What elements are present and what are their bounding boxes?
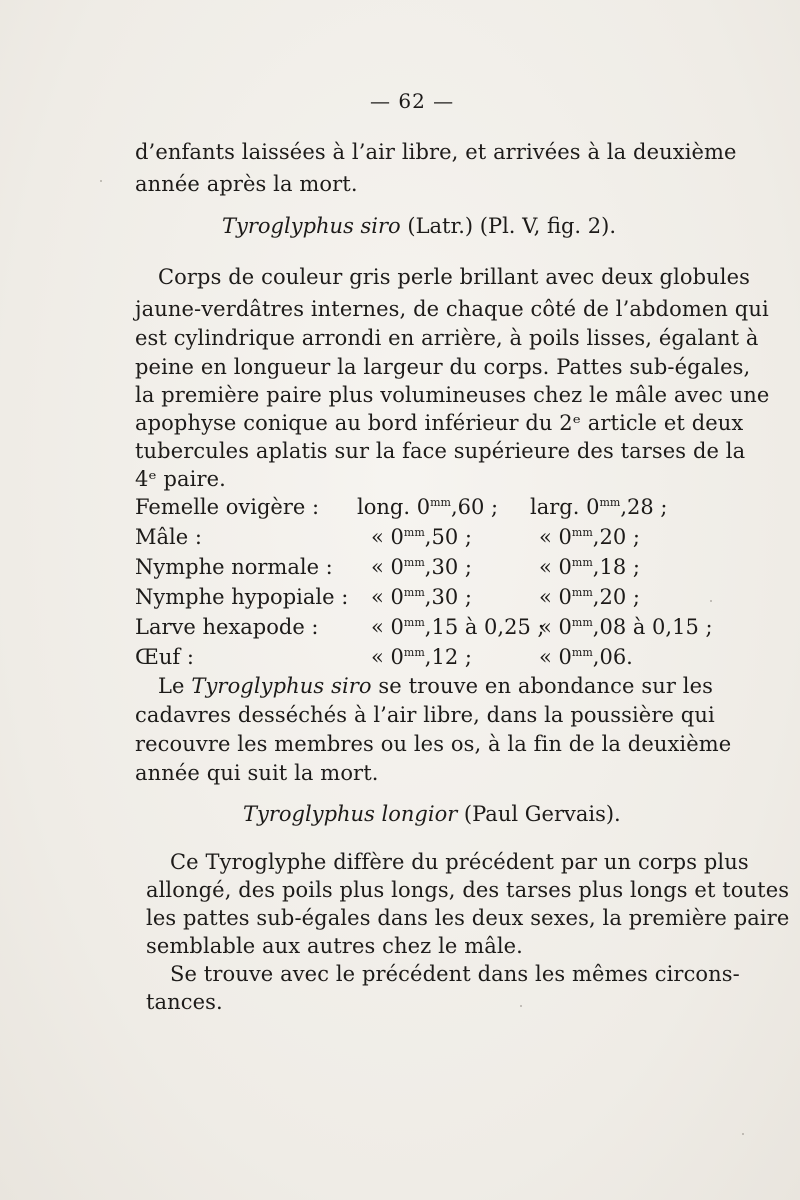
- species-authority: (Paul Gervais).: [457, 802, 621, 826]
- measurement-row: [135, 615, 735, 643]
- text-line: année qui suit la mort.: [135, 761, 379, 785]
- species-authority: (Latr.) (Pl. V, fig. 2).: [400, 214, 617, 238]
- paper-speck: [710, 600, 712, 602]
- text-line: Le Tyroglyphus siro se trouve en abondance sur les: [158, 674, 713, 698]
- text-line: peine en longueur la largeur du corps. Pattes sub-égales,: [135, 355, 751, 379]
- text-line: tances.: [146, 990, 223, 1014]
- text-line: d’enfants laissées à l’air libre, et arrivées à la deuxième: [135, 140, 737, 164]
- measurement-row: [135, 585, 735, 613]
- measure-length: long. $0^{mm},60$ ;: [357, 495, 499, 519]
- text-line: Corps de couleur gris perle brillant avec deux globules: [158, 265, 751, 289]
- measure-width: « $0^{mm},08$ à 0,15 ;: [539, 615, 713, 639]
- text-line: est cylindrique arrondi en arrière, à poils lisses, égalant à: [135, 326, 759, 350]
- paper-speck: [100, 180, 102, 182]
- measurement-row: [135, 525, 735, 553]
- measure-length: « $0^{mm},12$ ;: [371, 645, 472, 669]
- measure-length: « $0^{mm},15$ à 0,25 ;: [371, 615, 545, 639]
- text-line: année après la mort.: [135, 172, 358, 196]
- measure-label: Femelle ovigère :: [135, 495, 320, 519]
- measure-length: « $0^{mm},30$ ;: [371, 555, 472, 579]
- text-line: Se trouve avec le précédent dans les mêmes circons-: [170, 962, 740, 986]
- measure-label: Œuf :: [135, 645, 194, 669]
- measure-width: « $0^{mm},06$.: [539, 645, 633, 669]
- measure-label: Nymphe hypopiale :: [135, 585, 349, 609]
- paper-speck: [520, 1005, 522, 1007]
- measurement-row: [135, 495, 735, 523]
- text-line: cadavres desséchés à l’air libre, dans la poussière qui: [135, 703, 715, 727]
- measure-width: larg. $0^{mm},28$ ;: [530, 495, 668, 519]
- paper-speck: [742, 1133, 744, 1135]
- species-heading-siro: [222, 214, 616, 238]
- species-name-inline: Tyroglyphus siro: [191, 674, 372, 698]
- text-line: 4ᵉ paire.: [135, 467, 226, 491]
- measure-label: Larve hexapode :: [135, 615, 319, 639]
- measurement-row: [135, 645, 735, 673]
- text-line: tubercules aplatis sur la face supérieure des tarses de la: [135, 439, 746, 463]
- species-name: Tyroglyphus longior: [243, 802, 458, 826]
- measure-width: « $0^{mm},18$ ;: [539, 555, 640, 579]
- page-number: — 62 —: [370, 89, 455, 113]
- measure-length: « $0^{mm},30$ ;: [371, 585, 472, 609]
- measure-length: « $0^{mm},50$ ;: [371, 525, 472, 549]
- species-heading-longior: [243, 802, 621, 826]
- text-line: semblable aux autres chez le mâle.: [146, 934, 523, 958]
- measure-width: « $0^{mm},20$ ;: [539, 585, 640, 609]
- text-line: les pattes sub-égales dans les deux sexes, la première paire: [146, 906, 790, 930]
- measure-label: Nymphe normale :: [135, 555, 333, 579]
- text-line: recouvre les membres ou les os, à la fin de la deuxième: [135, 732, 732, 756]
- text-line: Ce Tyroglyphe diffère du précédent par un corps plus: [170, 850, 749, 874]
- measure-width: « $0^{mm},20$ ;: [539, 525, 640, 549]
- species-name: Tyroglyphus siro: [222, 214, 401, 238]
- measure-label: Mâle :: [135, 525, 202, 549]
- text-line: apophyse conique au bord inférieur du 2ᵉ article et deux: [135, 411, 744, 435]
- text-line: la première paire plus volumineuses chez le mâle avec une: [135, 383, 770, 407]
- measurement-row: [135, 555, 735, 583]
- text-line: allongé, des poils plus longs, des tarses plus longs et toutes: [146, 878, 790, 902]
- text-line: jaune-verdâtres internes, de chaque côté de l’abdomen qui: [135, 297, 769, 321]
